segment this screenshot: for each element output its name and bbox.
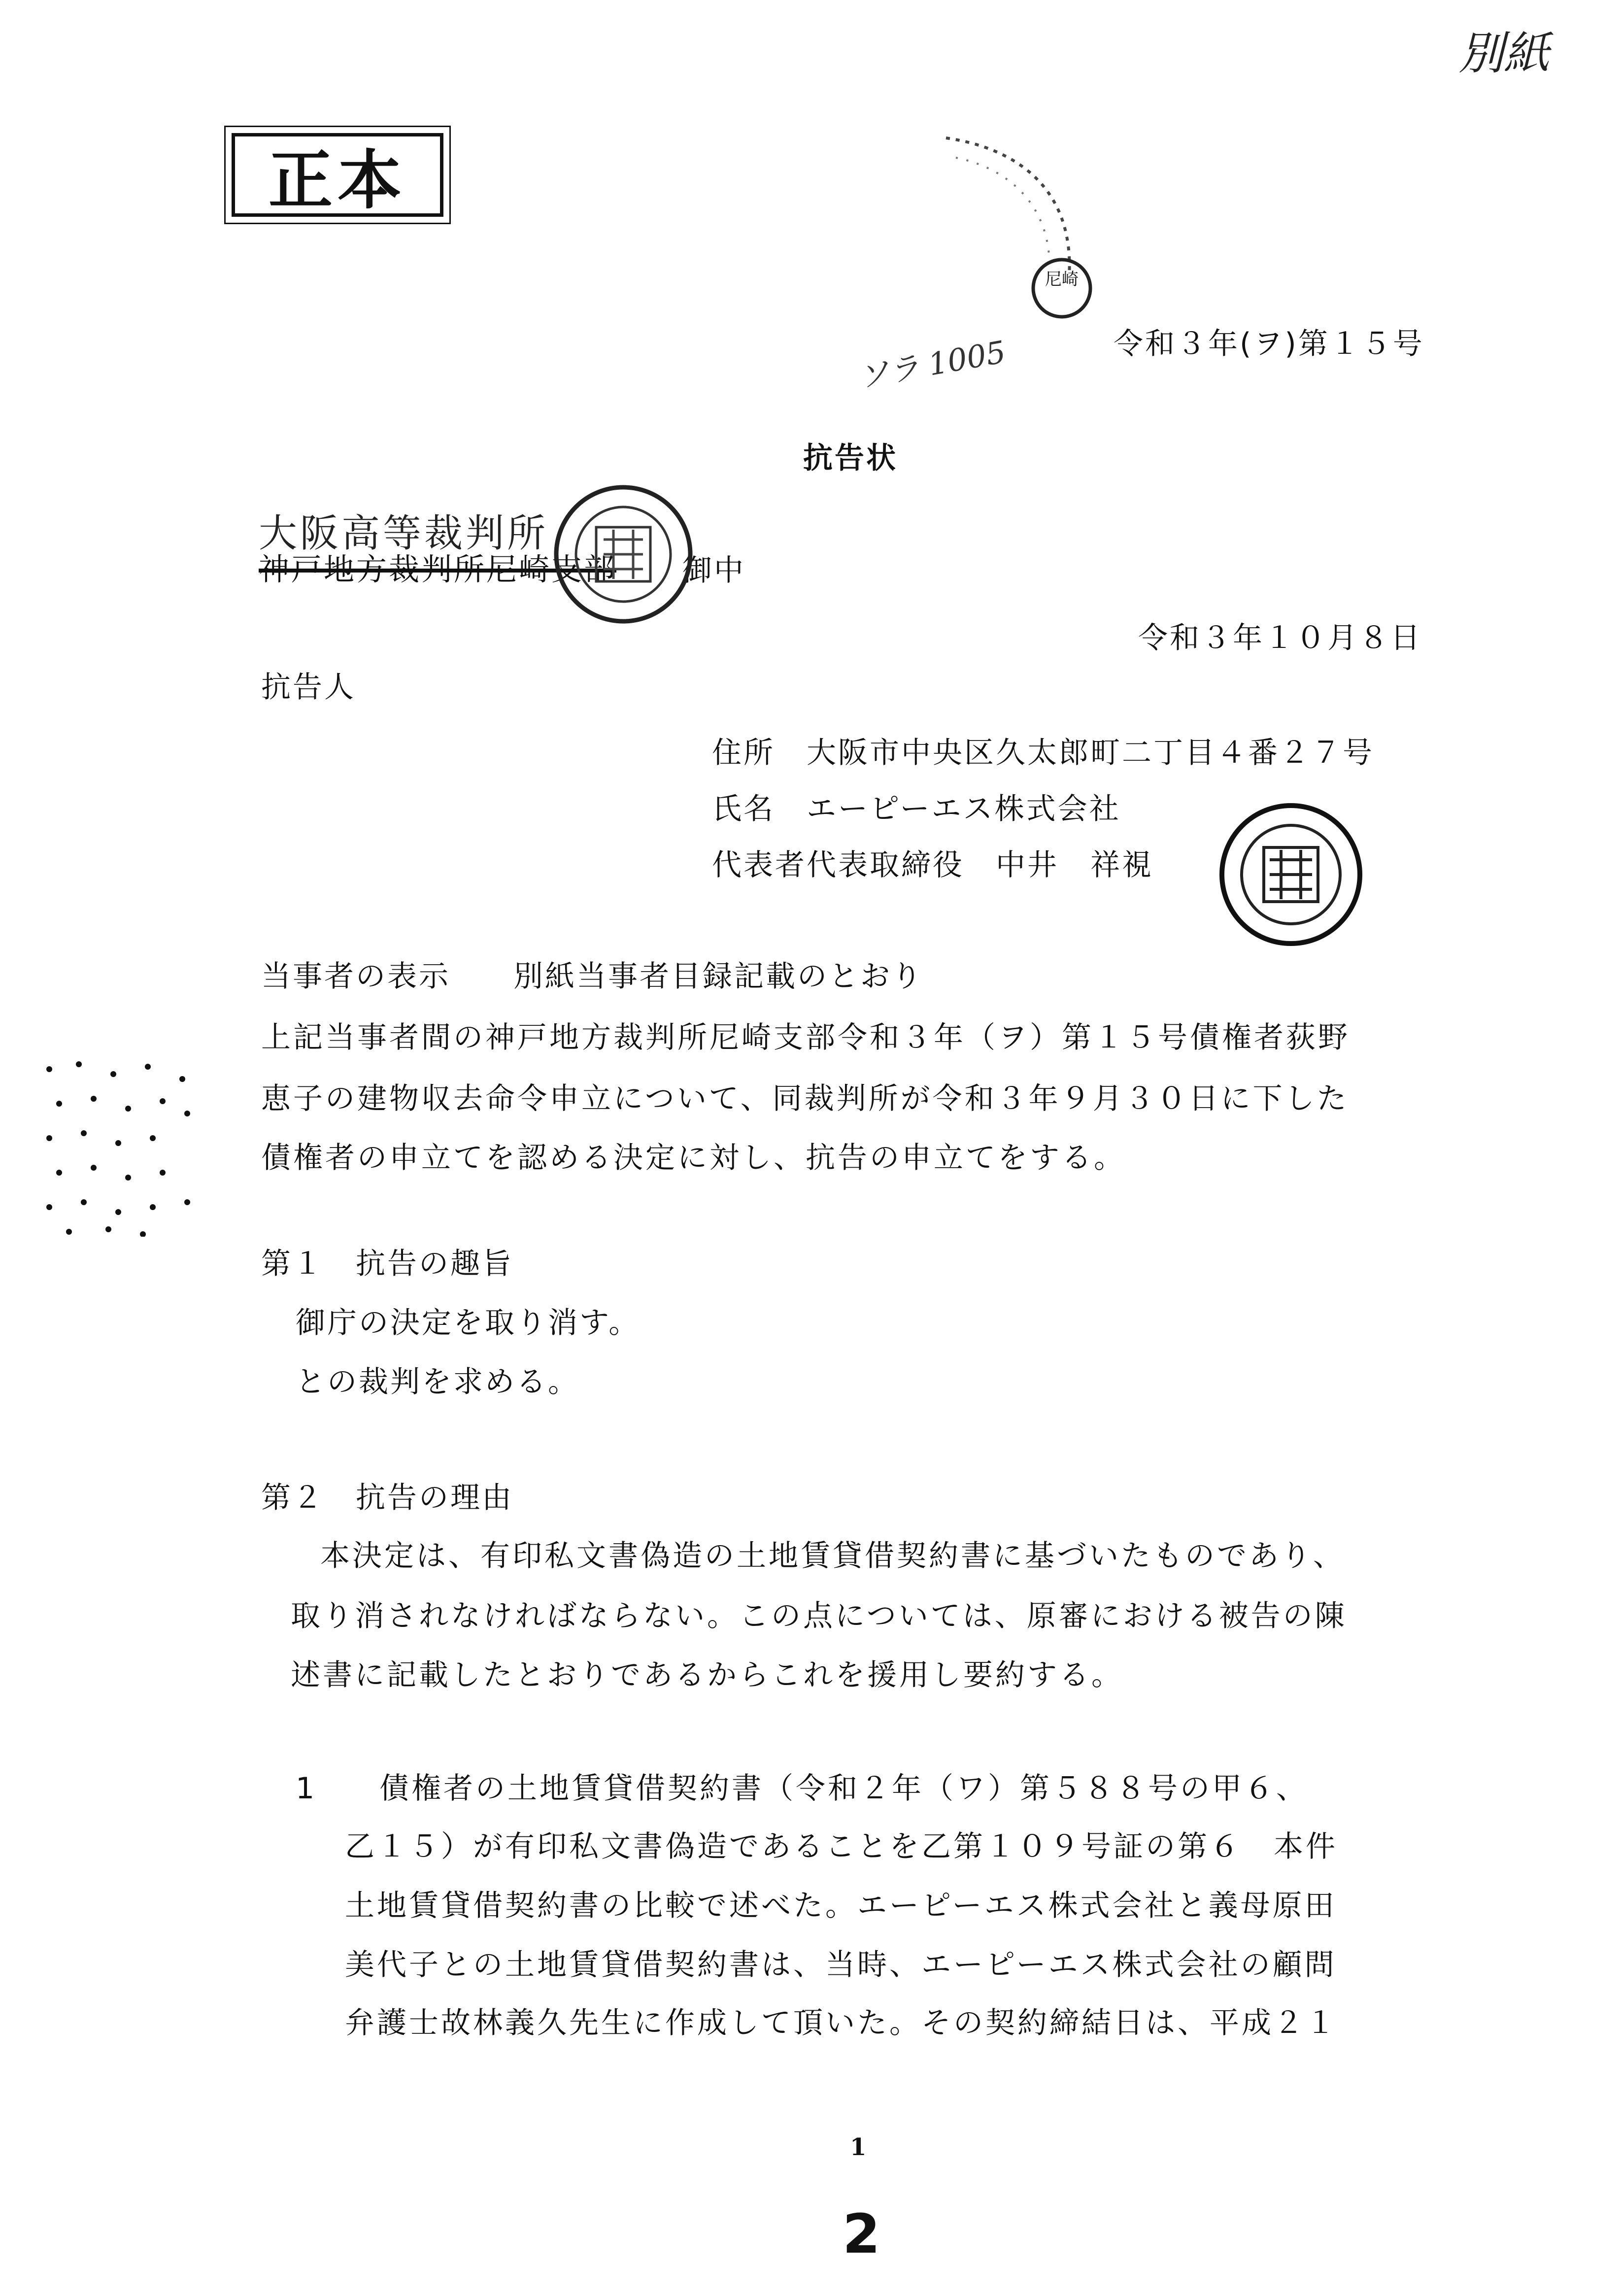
addressee-struck: 神戸地方裁判所尼崎支部 (259, 551, 617, 587)
addressee-honorific: 御中 (682, 553, 745, 588)
appellant-representative: 代表者代表取締役 中井 祥視 (712, 848, 1153, 882)
item1-line-1: 債権者の土地賃貸借契約書（令和２年（ワ）第５８８号の甲６、 (379, 1771, 1308, 1806)
page-number: 1 (850, 2133, 867, 2161)
appellant-label: 抗告人 (261, 670, 356, 705)
document-title: 抗告状 (803, 441, 898, 475)
appellant-address: 住所 大阪市中央区久太郎町二丁目４番２７号 (712, 736, 1374, 770)
item1-line-4: 美代子との土地賃貸借契約書は、当時、エーピーエス株式会社の顧問 (345, 1948, 1337, 1982)
court-seal (549, 480, 697, 628)
item1-line-5: 弁護士故林義久先生に作成して頂いた。その契約締結日は、平成２１ (345, 2006, 1338, 2040)
section2-line-1: 本決定は、有印私文書偽造の土地賃貸借契約書に基づいたものであり、 (320, 1539, 1345, 1573)
section2-line-2: 取り消されなければならない。この点については、原審における被告の陳 (291, 1599, 1347, 1633)
section1-heading: 第１ 抗告の趣旨 (261, 1247, 513, 1281)
intro-line-1: 上記当事者間の神戸地方裁判所尼崎支部令和３年（ヲ）第１５号債権者荻野 (261, 1020, 1350, 1055)
section1-line-2: との裁判を求める。 (296, 1365, 579, 1399)
item1-number: 1 (296, 1771, 317, 1806)
document-date: 令和３年１０月８日 (1138, 621, 1422, 655)
parties-line: 当事者の表示 別紙当事者目録記載のとおり (261, 959, 923, 994)
section1-line-1: 御庁の決定を取り消す。 (296, 1306, 641, 1340)
intro-line-3: 債権者の申立てを認める決定に対し、抗告の申立てをする。 (261, 1141, 1126, 1175)
section2-heading: 第２ 抗告の理由 (261, 1481, 513, 1515)
company-seal (1215, 798, 1367, 951)
sheet-number: 2 (843, 2202, 880, 2265)
case-number: 令和３年(ヲ)第１５号 (1114, 327, 1424, 361)
small-seal-text: 尼崎 (1045, 270, 1079, 289)
item1-line-2: 乙１５）が有印私文書偽造であることを乙第１０９号証の第６ 本件 (345, 1829, 1338, 1864)
section2-line-3: 述書に記載したとおりであるからこれを援用し要約する。 (291, 1658, 1123, 1692)
item1-line-3: 土地賃貸借契約書の比較で述べた。エーピーエス株式会社と義母原田 (345, 1889, 1337, 1923)
handwritten-reception-number: ソラ 1005 (855, 334, 1009, 395)
addressee-handwritten: 大阪高等裁判所 (259, 511, 549, 556)
original-copy-stamp: 正本 (232, 133, 443, 217)
handwritten-note: 別紙 (1458, 27, 1550, 80)
appellant-name: 氏名 エーピーエス株式会社 (712, 792, 1121, 826)
intro-line-2: 恵子の建物収去命令申立について、同裁判所が令和３年９月３０日に下した (261, 1081, 1349, 1116)
dot-pattern (39, 1059, 197, 1237)
